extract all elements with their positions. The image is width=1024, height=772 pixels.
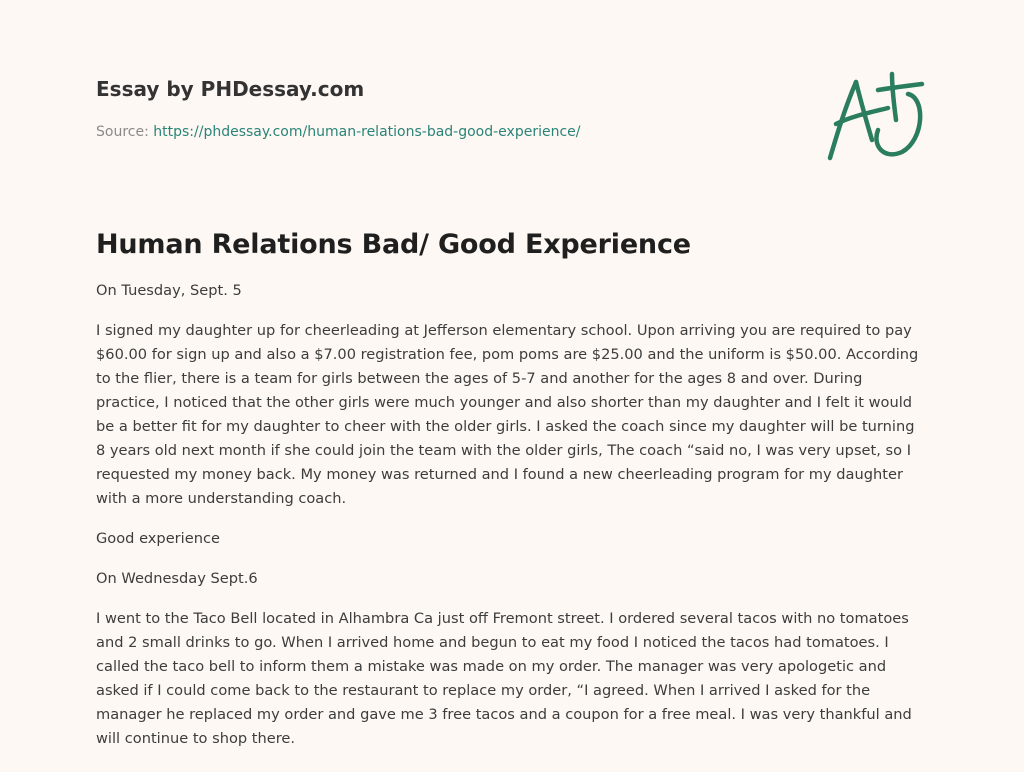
site-title: Essay by PHDessay.com bbox=[96, 77, 365, 101]
essay-content bbox=[96, 226, 928, 767]
essay-title: Human Relations Bad/ Good Experience bbox=[96, 229, 691, 260]
source-label: Source: bbox=[96, 124, 149, 140]
page-header bbox=[96, 74, 796, 142]
essay-paragraph: I signed my daughter up for cheerleading at Jefferson elementary school. Upon arriving you are required to pay $60.00 for sign up and also a $7.00 registration fee, pom poms are $25.00 and the uniform is $50.00. According to the flier, there is a team for girls between the ages of 5-7 and another for the ages 8 and over. During practice, I noticed that the other girls were much younger and also shorter than my daughter and I felt it would be a better fit for my daughter to cheer with the older girls. I asked the coach since my daughter will be turning 8 years old next month if she could join the team with the older girls, The coach “said no, I was very upset, so I requested my money back. My money was returned and I found a new cheerleading program for my daughter with a more understanding coach. bbox=[96, 322, 919, 507]
source-link[interactable]: https://phdessay.com/human-relations-bad-good-experience/ bbox=[153, 124, 581, 140]
a-plus-grade-icon bbox=[822, 68, 928, 164]
source-line bbox=[96, 122, 796, 142]
essay-paragraph: I went to the Taco Bell located in Alhambra Ca just off Fremont street. I ordered several tacos with no tomatoes and 2 small drinks to go. When I arrived home and begun to eat my food I noticed the tacos had tomatoes. I called the taco bell to inform them a mistake was made on my order. The manager was very apologetic and asked if I could come back to the restaurant to replace my order, “I agreed. When I arrived I asked for the manager he replaced my order and gave me 3 free tacos and a coupon for a free meal. I was very thankful and will continue to shop there. bbox=[96, 610, 912, 747]
essay-paragraph: On Tuesday, Sept. 5 bbox=[96, 282, 242, 299]
essay-paragraph: Good experience bbox=[96, 530, 220, 547]
essay-paragraph: On Wednesday Sept.6 bbox=[96, 570, 258, 587]
